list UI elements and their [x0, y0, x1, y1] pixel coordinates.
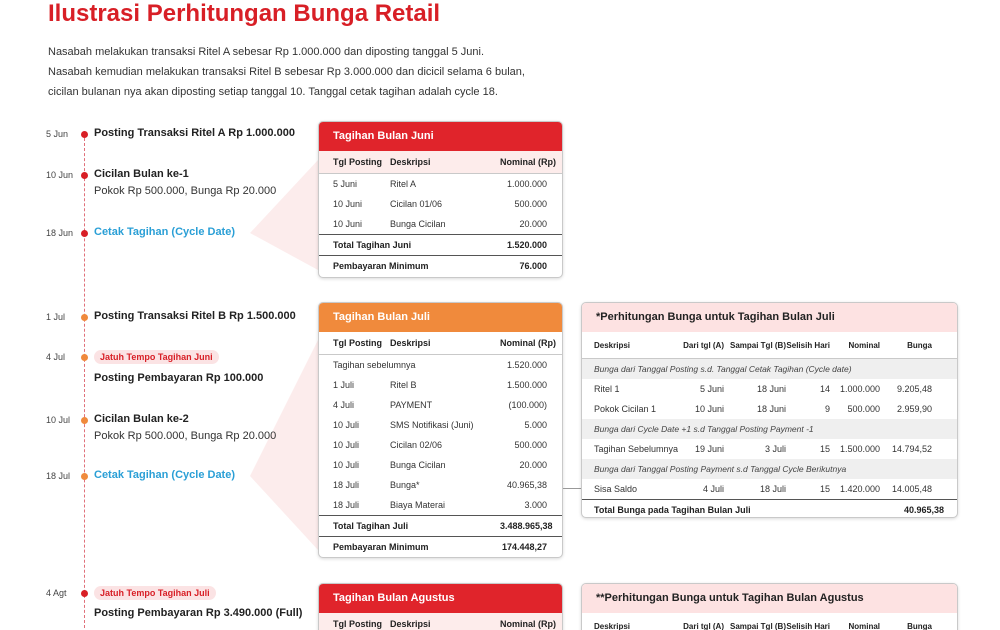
cell-amount: 1.000.000: [839, 384, 880, 394]
timeline-date: 4 Agt: [46, 588, 67, 598]
timeline-dot: [81, 590, 88, 597]
page-title: Ilustrasi Perhitungan Bunga Retail: [48, 0, 441, 27]
timeline-dot: [81, 314, 88, 321]
cell-description: Sisa Saldo: [594, 484, 638, 494]
table-row: [319, 194, 562, 214]
table-row: [582, 399, 957, 419]
cell-days: 15: [819, 484, 830, 494]
table-row: [319, 475, 562, 495]
minimum-payment-amount: 174.448,27: [501, 542, 547, 552]
column-header: Nominal (Rp): [500, 338, 556, 348]
column-header: Tgl Posting: [333, 338, 382, 348]
column-header: Deskripsi: [390, 338, 431, 348]
cell-description: Ritel A: [390, 179, 417, 189]
connector-line: [563, 488, 581, 489]
cell-date: 4 Juli: [333, 400, 355, 410]
cell-description: Tagihan Sebelumnya: [594, 444, 679, 454]
column-header: Nominal (Rp): [500, 157, 556, 167]
intro-line: Nasabah kemudian melakukan transaksi Ritel B sebesar Rp 3.000.000 dan dicicil selama 6 bulan,: [48, 66, 525, 78]
column-header: Dari tgl (A): [683, 622, 724, 630]
cell-interest: 2.959,90: [896, 404, 932, 414]
table-row: [319, 415, 562, 435]
timeline-dot: [81, 473, 88, 480]
timeline-date: 18 Jun: [46, 228, 74, 238]
table-row: [319, 395, 562, 415]
cell-description: Ritel B: [390, 380, 417, 390]
table-header: [582, 332, 957, 359]
statement-card-title: Tagihan Bulan Juni: [319, 122, 562, 151]
column-header: Deskripsi: [390, 157, 431, 167]
timeline-date: 5 Jun: [46, 129, 69, 139]
timeline-date: 4 Jul: [46, 352, 66, 362]
cell-description: SMS Notifikasi (Juni): [390, 420, 474, 430]
timeline-event: Cicilan Bulan ke-2: [94, 413, 189, 425]
cell-amount: 3.000: [524, 500, 547, 510]
section-label: Bunga dari Tanggal Posting s.d. Tanggal Cetak Tagihan (Cycle date): [582, 359, 957, 379]
cell-description: Bunga Cicilan: [390, 219, 446, 229]
cell-date: 10 Juli: [333, 420, 360, 430]
cell-amount: 1.520.000: [506, 360, 547, 370]
due-date-badge: Jatuh Tempo Tagihan Juni: [94, 350, 219, 364]
cell-description: Cicilan 02/06: [390, 440, 443, 450]
column-header: Sampai Tgl (B): [729, 622, 786, 630]
column-header: Nominal: [848, 622, 880, 630]
column-header: Tgl Posting: [333, 619, 382, 629]
total-row: [582, 499, 957, 518]
statement-card-title: Tagihan Bulan Agustus: [319, 584, 562, 613]
column-header: Selisih Hari: [786, 622, 830, 630]
minimum-payment-label: Pembayaran Minimum: [333, 261, 429, 271]
cell-description: Biaya Materai: [390, 500, 446, 510]
interest-calculation-card-juli: [581, 302, 958, 518]
callout-wedge-juni: [250, 160, 318, 270]
cell-date: 18 Juli: [333, 500, 360, 510]
table-header: [319, 613, 562, 630]
timeline-dot: [81, 354, 88, 361]
table-header: [582, 613, 957, 630]
timeline-event: Cicilan Bulan ke-1: [94, 168, 189, 180]
timeline-dot: [81, 131, 88, 138]
cell-amount: 500.000: [847, 404, 880, 414]
timeline-event-detail: Pokok Rp 500.000, Bunga Rp 20.000: [94, 185, 277, 197]
column-header: Bunga: [907, 341, 932, 350]
total-label: Total Tagihan Juni: [333, 240, 412, 250]
cell-from-date: 4 Juli: [702, 484, 724, 494]
cell-amount: 1.000.000: [506, 179, 547, 189]
cell-to-date: 18 Juni: [756, 404, 786, 414]
column-header: Bunga: [907, 622, 932, 630]
column-header: Sampai Tgl (B): [729, 341, 786, 350]
cell-interest: 9.205,48: [896, 384, 932, 394]
column-header: Deskripsi: [390, 619, 431, 629]
table-row: [319, 435, 562, 455]
cell-amount: 20.000: [519, 460, 547, 470]
total-row: [319, 234, 562, 255]
timeline-date: 10 Jun: [46, 170, 74, 180]
timeline-line: [84, 133, 85, 630]
total-row: [319, 515, 562, 536]
cell-days: 15: [819, 444, 830, 454]
table-row: [582, 379, 957, 399]
cell-to-date: 3 Juli: [764, 444, 786, 454]
cell-description: PAYMENT: [390, 400, 433, 410]
cell-amount: 40.965,38: [506, 480, 547, 490]
cell-days: 14: [819, 384, 830, 394]
column-header: Nominal (Rp): [500, 619, 556, 629]
cell-date: 10 Juni: [333, 219, 363, 229]
intro-line: cicilan bulanan nya akan diposting setiap tanggal 10. Tanggal cetak tagihan adalah cycle 18.: [48, 86, 498, 98]
cell-date: 10 Juli: [333, 460, 360, 470]
cell-date: 1 Juli: [333, 380, 355, 390]
timeline-event-detail: Pokok Rp 500.000, Bunga Rp 20.000: [94, 430, 277, 442]
due-date-badge: Jatuh Tempo Tagihan Juli: [94, 586, 216, 600]
table-row: [319, 355, 562, 375]
cell-description: Pokok Cicilan 1: [594, 404, 657, 414]
minimum-payment-row: [319, 255, 562, 276]
timeline-date: 10 Jul: [46, 415, 71, 425]
timeline-dot: [81, 230, 88, 237]
cell-amount: 1.420.000: [839, 484, 880, 494]
table-row: [319, 455, 562, 475]
table-header: [319, 332, 562, 355]
cell-amount: 20.000: [519, 219, 547, 229]
cell-to-date: 18 Juli: [759, 484, 786, 494]
intro-line: Nasabah melakukan transaksi Ritel A sebesar Rp 1.000.000 dan diposting tanggal 5 Juni.: [48, 46, 485, 58]
table-row: [319, 214, 562, 234]
minimum-payment-label: Pembayaran Minimum: [333, 542, 429, 552]
cell-from-date: 10 Juni: [694, 404, 724, 414]
statement-card-agustus: [318, 583, 563, 630]
table-row: [319, 375, 562, 395]
cell-description: Bunga*: [390, 480, 420, 490]
timeline-event: Posting Transaksi Ritel B Rp 1.500.000: [94, 310, 296, 322]
column-header: Deskripsi: [594, 341, 631, 350]
table-row: [319, 174, 562, 194]
timeline-event: Posting Pembayaran Rp 3.490.000 (Full): [94, 607, 303, 619]
timeline-dot: [81, 417, 88, 424]
table-row: [582, 479, 957, 499]
cell-amount: 1.500.000: [506, 380, 547, 390]
table-row: [319, 495, 562, 515]
interest-calculation-title: **Perhitungan Bunga untuk Tagihan Bulan Agustus: [582, 584, 957, 613]
section-label: Bunga dari Tanggal Posting Payment s.d Tanggal Cycle Berikutnya: [582, 459, 957, 479]
timeline-dot: [81, 172, 88, 179]
cell-amount: (100.000): [508, 400, 547, 410]
statement-card-juli: [318, 302, 563, 558]
section-label: Bunga dari Cycle Date +1 s.d Tanggal Posting Payment -1: [582, 419, 957, 439]
total-label: Total Bunga pada Tagihan Bulan Juli: [594, 505, 751, 515]
table-row: [582, 439, 957, 459]
interest-calculation-card-agustus: [581, 583, 958, 630]
cell-date: 10 Juli: [333, 440, 360, 450]
cell-description: Cicilan 01/06: [390, 199, 443, 209]
cell-amount: 1.500.000: [839, 444, 880, 454]
cell-interest: 14.794,52: [891, 444, 932, 454]
total-label: Total Tagihan Juli: [333, 521, 409, 531]
cell-interest: 14.005,48: [891, 484, 932, 494]
column-header: Tgl Posting: [333, 157, 382, 167]
cell-to-date: 18 Juni: [756, 384, 786, 394]
statement-card-juni: [318, 121, 563, 278]
cell-date: 10 Juni: [333, 199, 363, 209]
cell-amount: 5.000: [524, 420, 547, 430]
column-header: Deskripsi: [594, 622, 631, 630]
timeline-cycle-date: Cetak Tagihan (Cycle Date): [94, 226, 236, 238]
interest-calculation-title: *Perhitungan Bunga untuk Tagihan Bulan Juli: [582, 303, 957, 332]
timeline-event: Posting Transaksi Ritel A Rp 1.000.000: [94, 127, 295, 139]
column-header: Dari tgl (A): [683, 341, 724, 350]
cell-description: Bunga Cicilan: [390, 460, 446, 470]
cell-date: 5 Juni: [333, 179, 358, 189]
total-amount: 1.520.000: [506, 240, 547, 250]
statement-card-title: Tagihan Bulan Juli: [319, 303, 562, 332]
cell-from-date: 19 Juni: [694, 444, 724, 454]
cell-from-date: 5 Juni: [699, 384, 724, 394]
total-amount: 40.965,38: [903, 505, 944, 515]
column-header: Selisih Hari: [786, 341, 830, 350]
total-amount: 3.488.965,38: [500, 521, 553, 531]
cell-description: Ritel 1: [594, 384, 620, 394]
cell-days: 9: [824, 404, 830, 414]
column-header: Nominal: [848, 341, 880, 350]
minimum-payment-row: [319, 536, 562, 557]
cell-description: Tagihan sebelumnya: [333, 360, 416, 370]
timeline-event: Posting Pembayaran Rp 100.000: [94, 372, 264, 384]
cell-amount: 500.000: [514, 199, 547, 209]
cell-amount: 500.000: [514, 440, 547, 450]
timeline-cycle-date: Cetak Tagihan (Cycle Date): [94, 469, 236, 481]
table-header: [319, 151, 562, 174]
cell-date: 18 Juli: [333, 480, 360, 490]
timeline-date: 1 Jul: [46, 312, 66, 322]
timeline-date: 18 Jul: [46, 471, 71, 481]
minimum-payment-amount: 76.000: [519, 261, 547, 271]
